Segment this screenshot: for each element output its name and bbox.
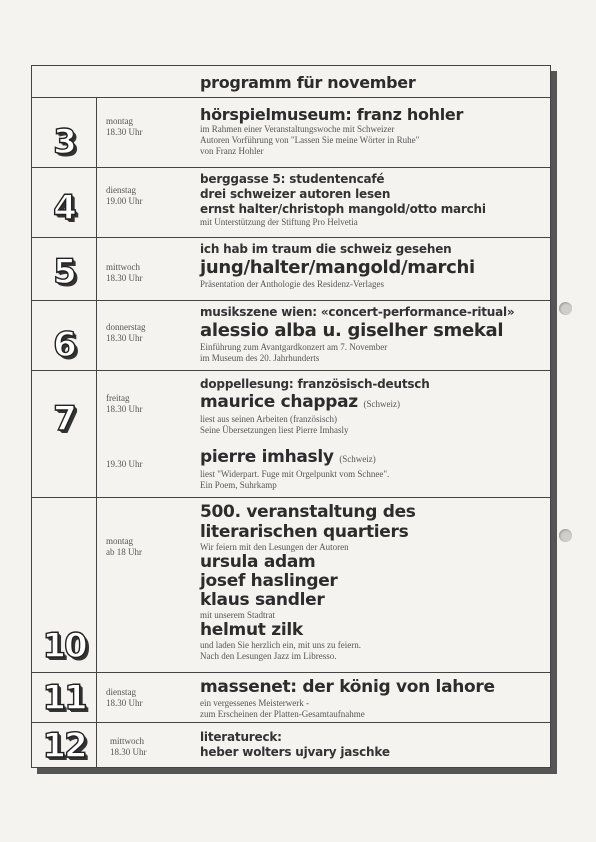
event-row: [32, 722, 550, 768]
title-row: [32, 66, 550, 97]
event-headline: literatureck:: [200, 730, 282, 744]
event-row: [32, 97, 550, 168]
day-number: 4: [53, 188, 75, 228]
day-cell: [32, 168, 97, 238]
event-text: mit Unterstützung der Stiftung Pro Helvetia: [200, 217, 358, 227]
event-headline: hörspielmuseum: franz hohler: [200, 105, 464, 124]
event-text: Autoren Vorführung von "Lassen Sie meine Wörter in Ruhe": [200, 135, 420, 145]
event-text: und laden Sie herzlich ein, mit uns zu feiern.: [200, 640, 361, 650]
day-number: 11: [42, 678, 86, 718]
event-text: Nach den Lesungen Jazz im Libresso.: [200, 651, 337, 661]
event-time: dienstag 18.30 Uhr: [106, 687, 143, 708]
event-time: freitag 18.30 Uhr: [106, 393, 143, 414]
country-note: (Schweiz): [363, 399, 400, 409]
day-cell: [32, 98, 97, 168]
event-text: liest aus seinen Arbeiten (französisch): [200, 414, 337, 424]
event-headline: literarischen quartiers: [200, 522, 409, 542]
page-title: programm für november: [200, 73, 416, 92]
event-time: dienstag 19.00 Uhr: [106, 185, 143, 206]
event-time: mittwoch 18.30 Uhr: [106, 262, 143, 283]
event-time: donnerstag 18.30 Uhr: [106, 322, 146, 343]
program-table: [31, 65, 551, 768]
country-note: (Schweiz): [339, 454, 376, 464]
event-headline: 500. veranstaltung des: [200, 502, 416, 522]
event-text: mit unserem Stadtrat: [200, 610, 275, 620]
event-time-second: 19.30 Uhr: [106, 459, 143, 469]
day-number: 10: [42, 626, 86, 666]
event-headline: alessio alba u. giselher smekal: [200, 320, 504, 341]
event-time: montag ab 18 Uhr: [106, 536, 142, 557]
day-cell: [32, 371, 97, 498]
event-headline: ernst halter/christoph mangold/otto marchi: [200, 202, 486, 216]
event-text: im Museum des 20. Jahrhunderts: [200, 353, 320, 363]
event-text: im Rahmen einer Veranstaltungswoche mit Schweizer: [200, 124, 395, 134]
event-text: Seine Übersetzungen liest Pierre Imhasly: [200, 425, 349, 435]
event-headline: berggasse 5: studentencafé: [200, 172, 385, 186]
day-number: 7: [53, 399, 75, 439]
event-headline: massenet: der könig von lahore: [200, 677, 495, 697]
event-headline: drei schweizer autoren lesen: [200, 187, 391, 201]
day-number: 5: [53, 252, 75, 292]
event-text: zum Erscheinen der Platten-Gesamtaufnahme: [200, 709, 365, 719]
event-row: [32, 370, 550, 498]
event-headline: jung/halter/mangold/marchi: [200, 257, 475, 278]
event-text: Wir feiern mit den Lesungen der Autoren: [200, 542, 349, 552]
author-name: josef haslinger: [200, 571, 338, 591]
author-name: helmut zilk: [200, 620, 303, 640]
event-headline: maurice chappaz (Schweiz): [200, 392, 400, 412]
event-text: Ein Poem, Suhrkamp: [200, 480, 277, 490]
event-row: [32, 237, 550, 301]
day-number: 6: [53, 325, 75, 365]
day-cell: [32, 301, 97, 371]
event-text: Präsentation der Anthologie des Residenz-Verlages: [200, 279, 384, 289]
author-name: klaus sandler: [200, 590, 325, 610]
event-text: ein vergessenes Meisterwerk -: [200, 698, 310, 708]
event-headline: musikszene wien: «concert-performance-ritual»: [200, 305, 515, 319]
event-row: [32, 300, 550, 371]
punch-hole-bottom: [559, 529, 572, 542]
event-text: von Franz Hohler: [200, 146, 264, 156]
day-cell: [32, 723, 97, 768]
event-row: [32, 672, 550, 723]
event-text: liest "Widerpart. Fuge mit Orgelpunkt vom Schnee".: [200, 469, 390, 479]
event-row: [32, 167, 550, 238]
author-name: ursula adam: [200, 552, 316, 572]
event-headline: ich hab im traum die schweiz gesehen: [200, 242, 452, 256]
event-headline: pierre imhasly (Schweiz): [200, 447, 376, 467]
event-time: mittwoch 18.30 Uhr: [110, 736, 147, 757]
day-number: 3: [53, 122, 75, 162]
punch-hole-top: [559, 302, 572, 315]
day-cell: [32, 238, 97, 301]
day-cell: [32, 498, 97, 673]
day-cell: [32, 673, 97, 723]
event-headline: doppellesung: französisch-deutsch: [200, 377, 430, 391]
event-headline: heber wolters ujvary jaschke: [200, 745, 390, 759]
event-row: [32, 497, 550, 673]
day-number: 12: [42, 726, 86, 766]
event-text: Einführung zum Avantgardkonzert am 7. November: [200, 342, 388, 352]
event-time: montag 18.30 Uhr: [106, 116, 143, 137]
